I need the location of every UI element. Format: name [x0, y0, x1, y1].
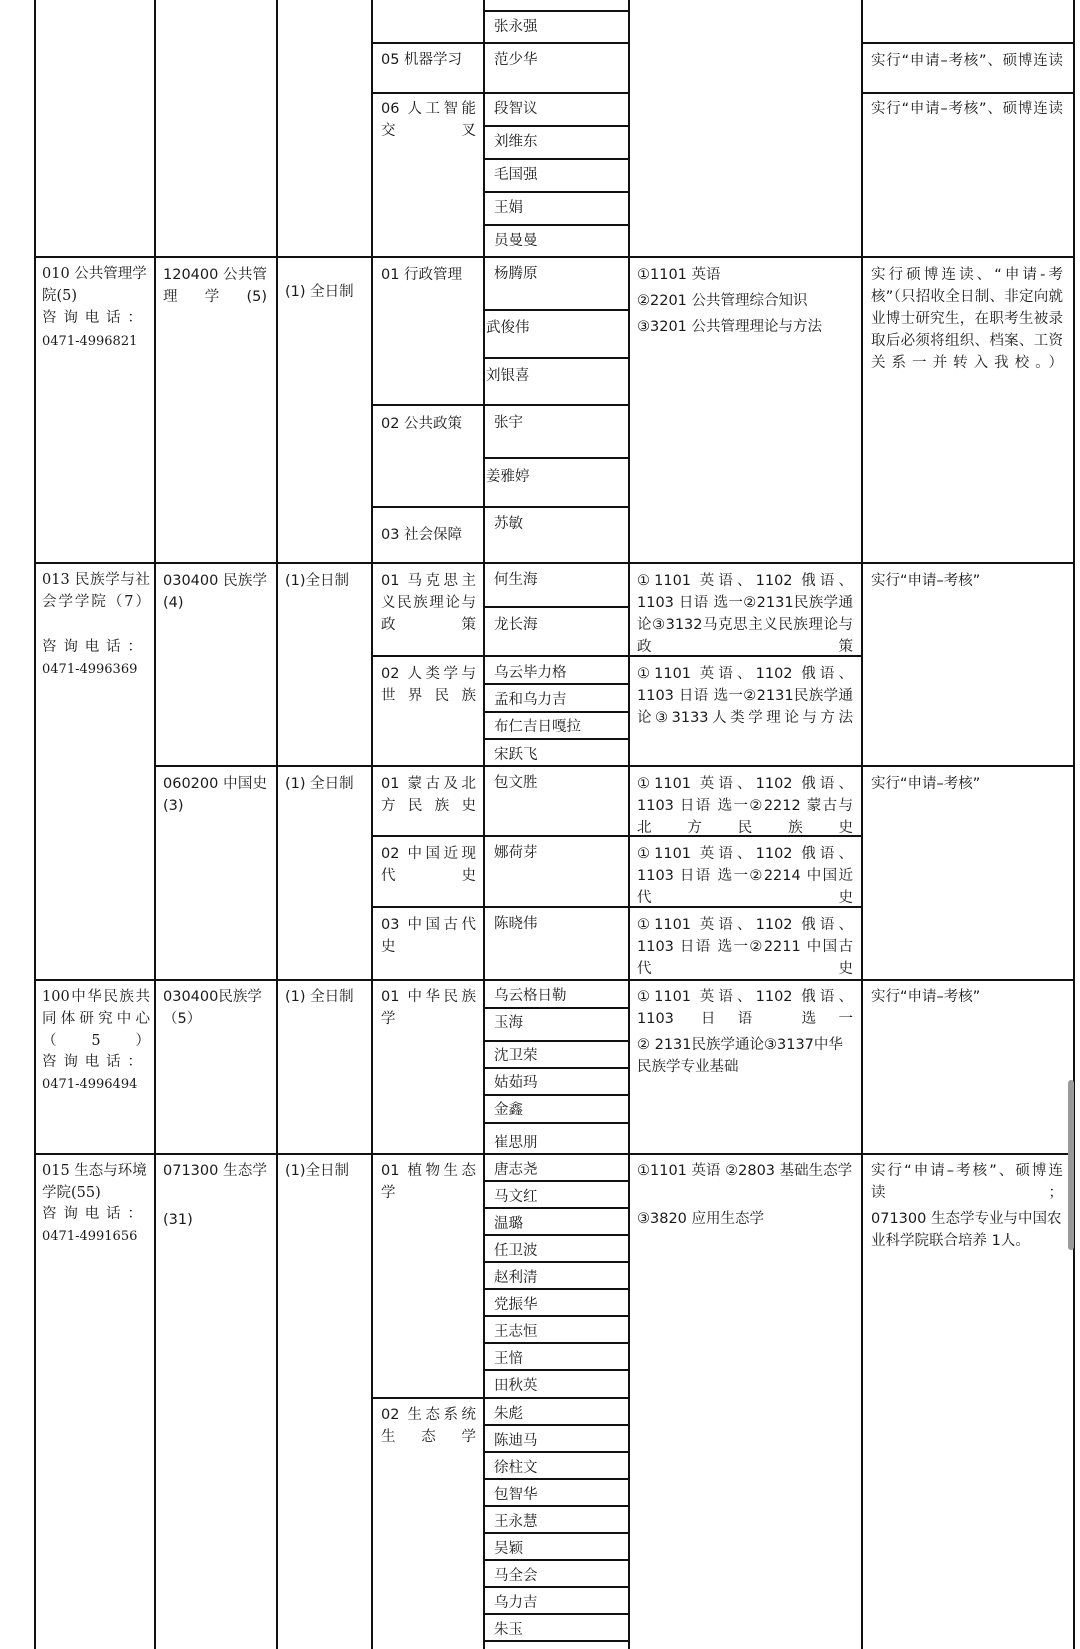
- cell-line: [483, 738, 630, 740]
- cell-line: [483, 1094, 630, 1096]
- cell-line: [371, 1397, 630, 1399]
- exam-subject: ①1101 英语: [637, 267, 721, 283]
- direction-label: 03 中国古代史: [381, 917, 476, 955]
- phone-label: 咨询电话：: [42, 639, 142, 655]
- supervisor-name: 崔思朋: [494, 1135, 538, 1151]
- cell-line: [483, 1613, 630, 1615]
- supervisor-name: 姑茹玛: [494, 1075, 538, 1091]
- exam-subject: ③3201 公共管理理论与方法: [637, 319, 823, 335]
- row-line: [34, 979, 1075, 981]
- supervisor-name: 金鑫: [494, 1102, 523, 1118]
- scrollbar-thumb[interactable]: [1068, 1080, 1074, 1250]
- cell-line: [483, 1040, 630, 1042]
- supervisor-name: 唐志尧: [494, 1162, 538, 1178]
- remark-text: 实行“申请–考核”、硕博连读；: [871, 1163, 1063, 1201]
- supervisor-name: 王娟: [494, 200, 523, 216]
- direction-label: 02 中国近现代史: [381, 846, 476, 884]
- cell-line: [861, 42, 1075, 44]
- study-mode: (1)全日制: [285, 573, 350, 589]
- cell-line: [371, 42, 630, 44]
- direction-label: 01 植物生态学: [381, 1163, 476, 1201]
- supervisor-name: 姜雅婷: [486, 469, 530, 485]
- remark-text: 实行硕博连读、“申请-考核”（只招收全日制、非定向就业博士研究生，在职考生被录取后必须将组织、档案、工资关系一并转入我校。）: [871, 267, 1063, 371]
- supervisor-name: 宋跃飞: [494, 747, 538, 763]
- supervisor-name: 乌云毕力格: [494, 665, 567, 681]
- exam-subject: ② 2131民族学通论③3137中华民族学专业基础: [637, 1037, 843, 1075]
- supervisor-name: 朱玉: [494, 1622, 523, 1638]
- supervisor-name: 何生海: [494, 572, 538, 588]
- major-name: 120400 公共管理学(5): [163, 267, 267, 305]
- supervisor-name: 毛国强: [494, 167, 538, 183]
- supervisor-name: 龙长海: [494, 617, 538, 633]
- col-line: [1073, 0, 1075, 1649]
- cell-line: [483, 1122, 630, 1124]
- cell-line: [483, 1532, 630, 1534]
- cell-line: [483, 606, 630, 608]
- cell-line: [483, 1180, 630, 1182]
- direction-label: 01 蒙古及北方民族史: [381, 776, 476, 814]
- cell-line: [483, 683, 630, 685]
- supervisor-name: 苏敏: [494, 516, 523, 532]
- supervisor-name: 王永慧: [494, 1514, 538, 1530]
- cell-line: [483, 711, 630, 713]
- row-line: [154, 765, 1075, 767]
- study-mode: (1) 全日制: [285, 989, 354, 1005]
- supervisor-name: 员曼曼: [494, 233, 538, 249]
- phone-number: 0471-4996494: [42, 1077, 138, 1092]
- cell-line: [861, 92, 1075, 94]
- cell-line: [483, 309, 630, 311]
- direction-label: 01 中华民族学: [381, 989, 476, 1027]
- supervisor-name: 张宇: [494, 415, 523, 431]
- remark-text: 实行“申请–考核”: [871, 989, 981, 1005]
- study-mode: (1)全日制: [285, 1163, 350, 1179]
- department-name: 100中华民族共同体研究中心（5）: [42, 989, 150, 1049]
- supervisor-name: 马全会: [494, 1568, 538, 1584]
- phone-label: 咨询电话：: [42, 1206, 142, 1222]
- supervisor-name: 包文胜: [494, 775, 538, 791]
- department-name: 013 民族学与社会学学院（7）: [42, 572, 150, 610]
- supervisor-name: 张永强: [494, 19, 538, 35]
- supervisor-name: 王志恒: [494, 1324, 538, 1340]
- exam-subject: ①1101 英语、1102 俄语、1103 日语 选一②2214 中国近代史: [637, 846, 853, 906]
- supervisor-name: 任卫波: [494, 1243, 538, 1259]
- exam-subject: ②2201 公共管理综合知识: [637, 293, 808, 309]
- remark-text: 实行“申请–考核”、硕博连读: [871, 101, 1063, 117]
- remark-text: 实行“申请–考核”: [871, 776, 981, 792]
- cell-line: [483, 191, 630, 193]
- remark-text: 实行“申请–考核”、硕博连读: [871, 53, 1063, 69]
- phone-number: 0471-4996369: [42, 662, 138, 677]
- col-line: [276, 0, 278, 1649]
- supervisor-name: 范少华: [494, 52, 538, 68]
- cell-line: [483, 1315, 630, 1317]
- supervisor-name: 朱彪: [494, 1406, 523, 1422]
- direction-label: 01 行政管理: [381, 267, 463, 283]
- exam-subject: ①1101 英语、1102 俄语、1103 日语 选一②2131民族学通论③3133人类学理论与方法: [637, 666, 853, 726]
- supervisor-name: 徐柱文: [494, 1460, 538, 1476]
- cell-line: [483, 10, 630, 12]
- supervisor-name: 沈卫荣: [494, 1048, 538, 1064]
- major-count: (31): [163, 1212, 193, 1228]
- major-name: 030400 民族学(4): [163, 573, 267, 611]
- cell-line: [483, 158, 630, 160]
- supervisor-name: 陈晓伟: [494, 916, 538, 932]
- supervisor-name: 田秋英: [494, 1378, 538, 1394]
- cell-line: [483, 357, 630, 359]
- cell-line: [483, 1478, 630, 1480]
- supervisor-name: 孟和乌力吉: [494, 692, 567, 708]
- exam-subject: ①1101 英语、1102 俄语、1103 日语 选一: [637, 989, 853, 1027]
- exam-subject: ①1101 英语、1102 俄语、1103 日语 选一②2211 中国古代史: [637, 917, 853, 977]
- cell-line: [371, 404, 630, 406]
- direction-label: 02 人类学与世界民族: [381, 666, 476, 704]
- cell-line: [483, 1288, 630, 1290]
- supervisor-name: 马文红: [494, 1189, 538, 1205]
- direction-label: 02 公共政策: [381, 416, 463, 432]
- row-line: [34, 1153, 1075, 1155]
- supervisor-name: 包智华: [494, 1487, 538, 1503]
- cell-line: [483, 457, 630, 459]
- cell-line: [483, 1234, 630, 1236]
- col-line: [154, 0, 156, 1649]
- phone-number: 0471-4991656: [42, 1229, 138, 1244]
- cell-line: [483, 1261, 630, 1263]
- supervisor-name: 赵利清: [494, 1270, 538, 1286]
- supervisor-name: 温璐: [494, 1216, 523, 1232]
- phone-label: 咨询电话：: [42, 310, 142, 326]
- cell-line: [483, 1559, 630, 1561]
- cell-line: [483, 1424, 630, 1426]
- direction-label: 02 生态系统生态学: [381, 1407, 476, 1445]
- supervisor-name: 吴颖: [494, 1541, 523, 1557]
- major-name: 030400民族学（5）: [163, 989, 262, 1027]
- supervisor-name: 王愔: [494, 1351, 523, 1367]
- supervisor-name: 陈迪马: [494, 1433, 538, 1449]
- exam-subject: ①1101 英语 ②2803 基础生态学: [637, 1163, 853, 1179]
- phone-number: 0471-4996821: [42, 334, 138, 349]
- major-name: 071300 生态学: [163, 1163, 267, 1179]
- col-line: [483, 0, 485, 1649]
- cell-line: [483, 1369, 630, 1371]
- cell-line: [371, 92, 630, 94]
- exam-subject: ③3820 应用生态学: [637, 1211, 765, 1227]
- row-line: [34, 256, 1075, 258]
- col-line: [371, 0, 373, 1649]
- supervisor-name: 乌力吉: [494, 1595, 538, 1611]
- cell-line: [483, 1067, 630, 1069]
- cell-line: [483, 125, 630, 127]
- major-name: 060200 中国史(3): [163, 776, 267, 814]
- supervisor-name: 布仁吉日嘎拉: [494, 719, 581, 735]
- supervisor-name: 刘银喜: [486, 368, 530, 384]
- col-line: [628, 0, 630, 1649]
- supervisor-name: 杨腾原: [494, 266, 538, 282]
- supervisor-name: 武俊伟: [486, 320, 530, 336]
- cell-line: [483, 1586, 630, 1588]
- direction-label: 01 马克思主义民族理论与政策: [381, 573, 476, 633]
- direction-label: 05 机器学习: [381, 52, 463, 68]
- cell-line: [483, 1640, 630, 1642]
- study-mode: (1) 全日制: [285, 284, 354, 300]
- cell-line: [483, 1207, 630, 1209]
- department-name: 015 生态与环境学院(55): [42, 1163, 147, 1201]
- remark-text: 071300 生态学专业与中国农业科学院联合培养 1人。: [871, 1211, 1062, 1249]
- supervisor-name: 玉海: [494, 1015, 523, 1031]
- supervisor-name: 段智议: [494, 101, 538, 117]
- supervisor-name: 乌云格日勒: [494, 988, 567, 1004]
- cell-line: [483, 1007, 630, 1009]
- cell-line: [483, 1451, 630, 1453]
- supervisor-name: 娜荷芽: [494, 845, 538, 861]
- phone-label: 咨询电话：: [42, 1054, 142, 1070]
- row-line: [34, 562, 1075, 564]
- cell-line: [483, 1505, 630, 1507]
- remark-text: 实行“申请–考核”: [871, 573, 981, 589]
- direction-label: 06 人工智能交叉: [381, 101, 476, 139]
- cell-line: [483, 224, 630, 226]
- exam-subject: ①1101 英语、1102 俄语、1103 日语 选一②2131民族学通论③3132马克思主义民族理论与政策: [637, 573, 853, 655]
- study-mode: (1) 全日制: [285, 776, 354, 792]
- supervisor-name: 党振华: [494, 1297, 538, 1313]
- cell-line: [483, 1342, 630, 1344]
- col-line: [34, 0, 36, 1649]
- direction-label: 03 社会保障: [381, 527, 463, 543]
- col-line: [861, 0, 863, 1649]
- department-name: 010 公共管理学院(5): [42, 266, 147, 304]
- cell-line: [371, 506, 630, 508]
- exam-subject: ①1101 英语、1102 俄语、1103 日语 选一②2212 蒙古与北方民族史: [637, 776, 853, 836]
- supervisor-name: 刘维东: [494, 134, 538, 150]
